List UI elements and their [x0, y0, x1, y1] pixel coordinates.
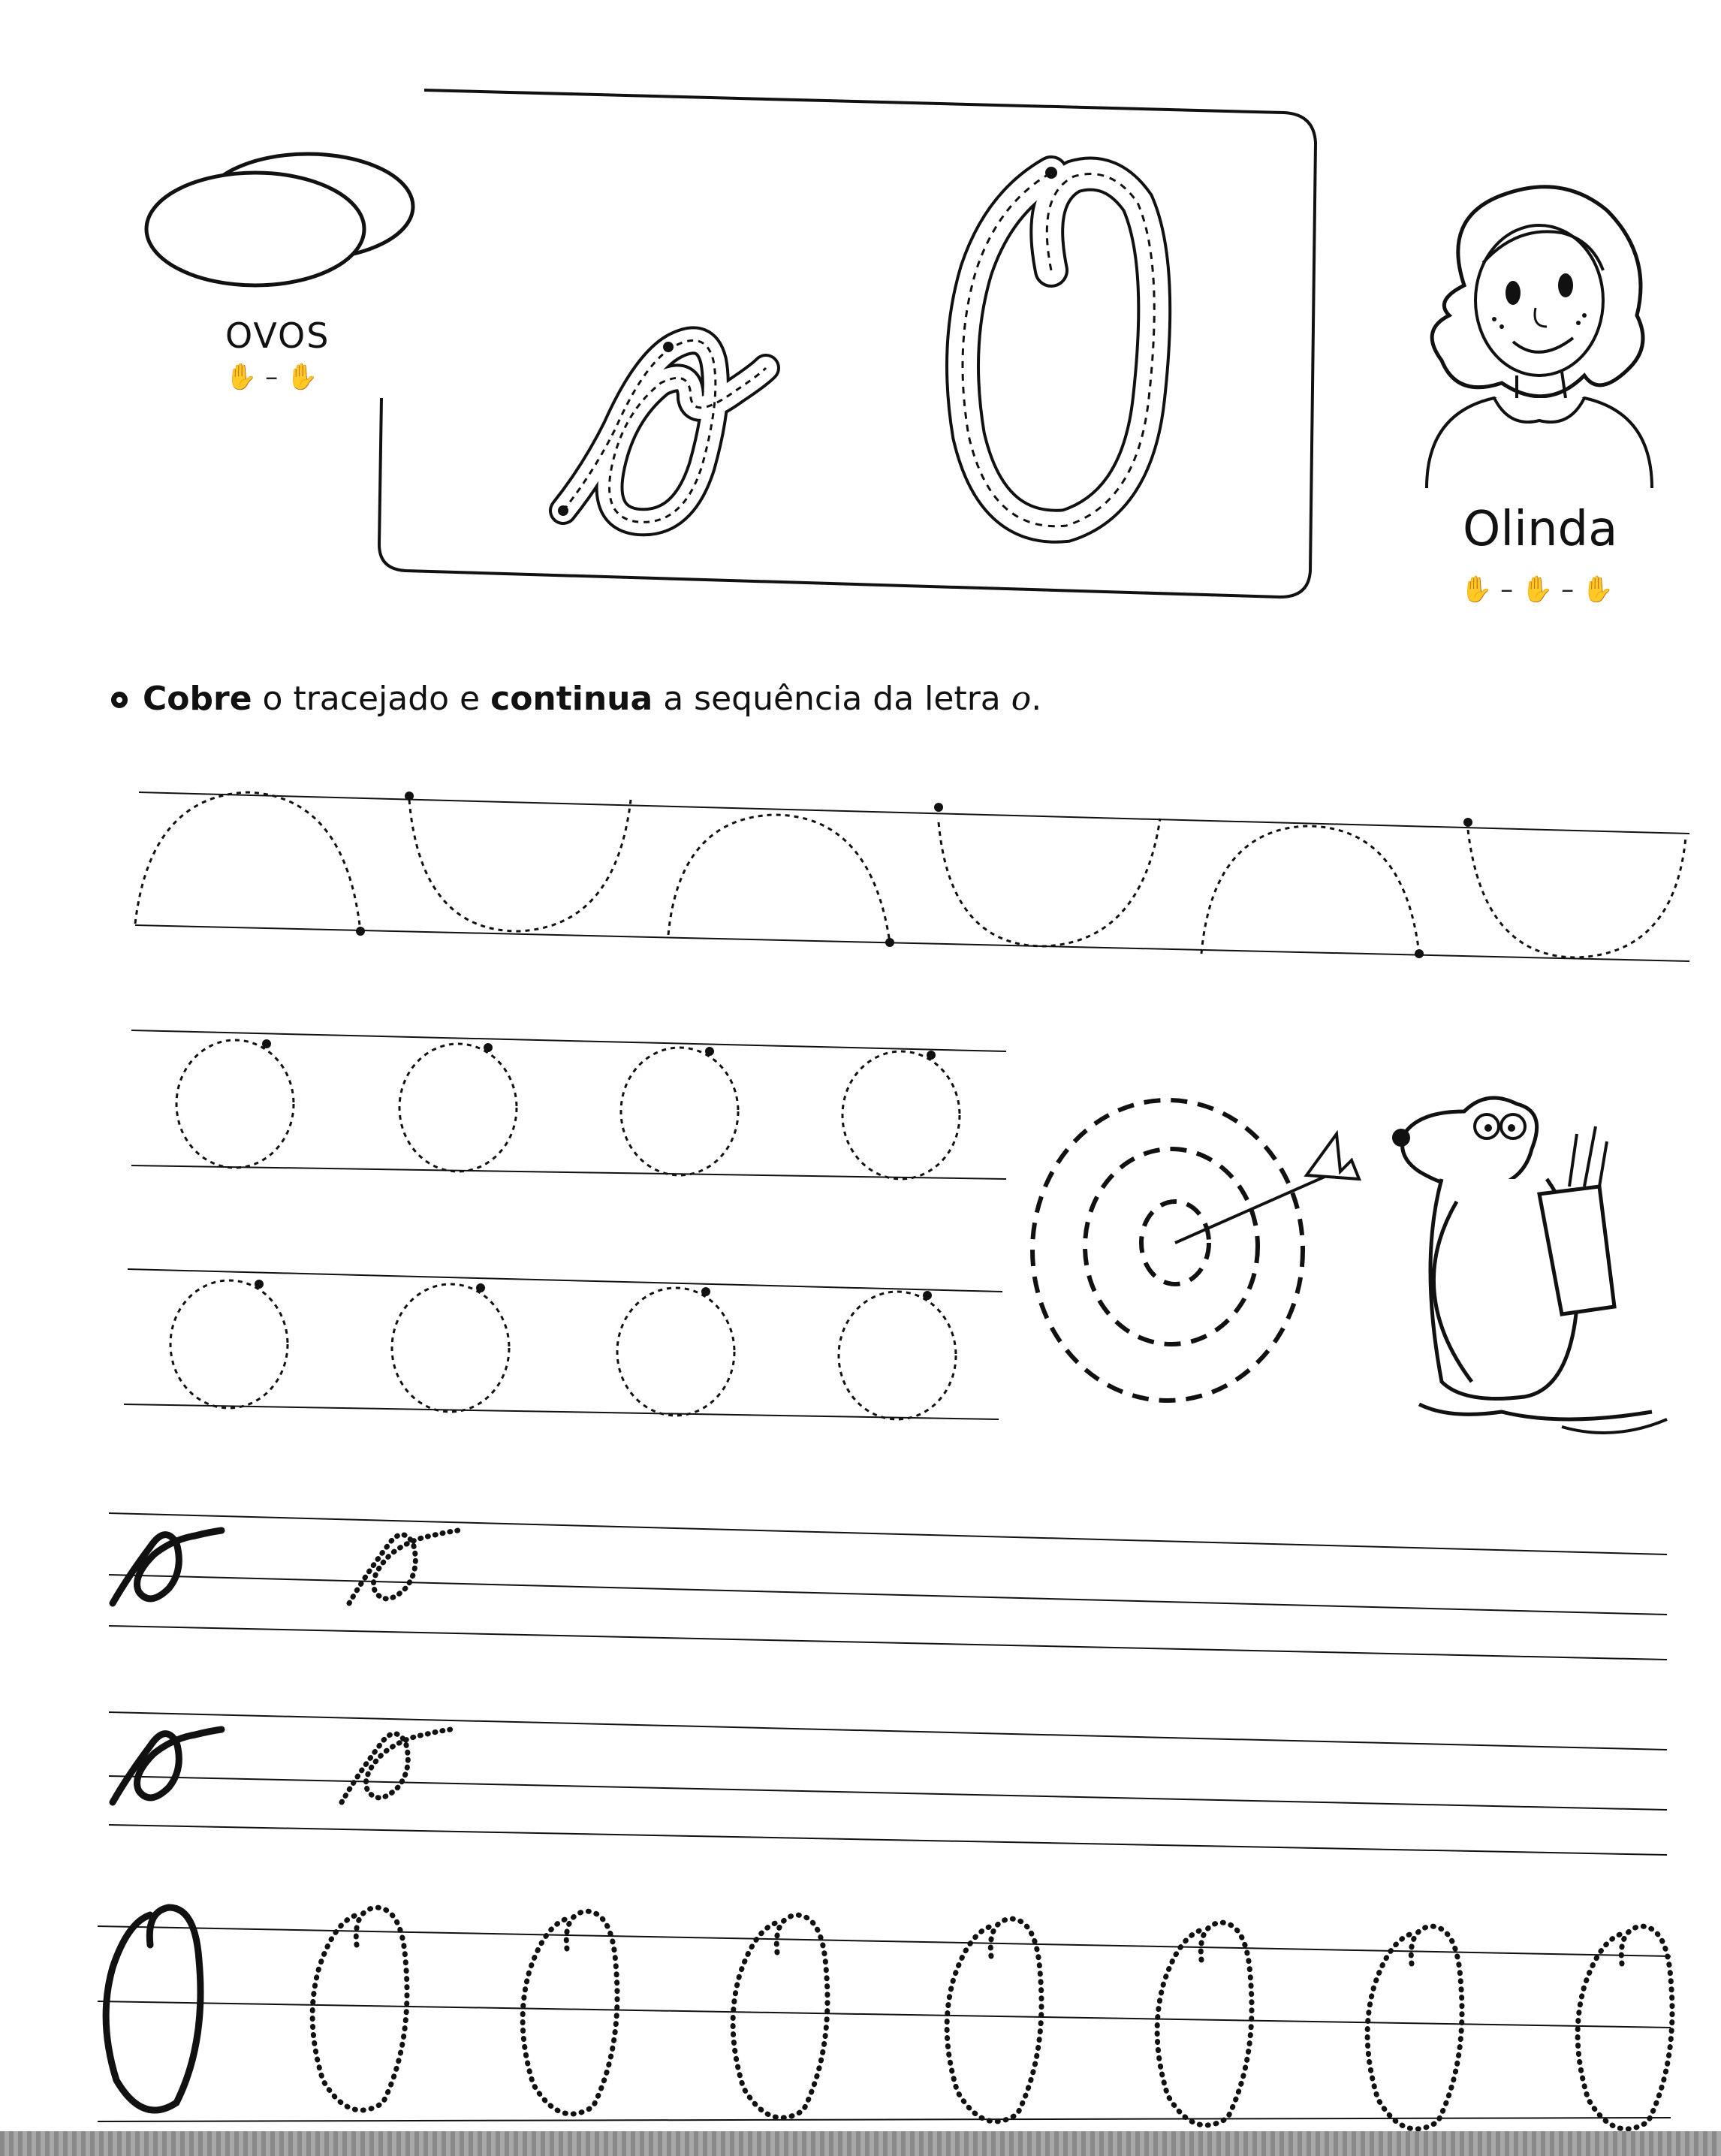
instruction-letter: o: [1011, 680, 1032, 718]
lowercase-practice: [0, 1502, 1721, 1862]
target-illustration: [1021, 1089, 1367, 1412]
instruction: [111, 680, 1041, 718]
footer-strip: [0, 2131, 1721, 2156]
word-label: OVOS: [225, 315, 330, 356]
circles-practice: [0, 1021, 1021, 1442]
bullet-icon: [111, 692, 128, 708]
girl-portrait: [1412, 173, 1659, 488]
instruction-verb-cover: Cobre: [143, 680, 252, 718]
instruction-verb-continue: continua: [490, 680, 653, 718]
instruction-text-1: o tracejado e: [252, 680, 491, 718]
word-syllable-claps: ✋ – ✋: [225, 362, 318, 392]
capital-o-model: [924, 150, 1179, 541]
arches-row: [0, 781, 1721, 976]
name-label: Olinda: [1463, 502, 1618, 557]
name-syllable-claps: ✋ – ✋ – ✋: [1460, 574, 1614, 605]
cursive-o-model: [541, 315, 781, 541]
instruction-end: .: [1031, 680, 1042, 718]
uppercase-practice: [0, 1892, 1721, 2133]
instruction-text-2: a sequência da letra: [653, 680, 1011, 718]
mouse-archer-illustration: [1374, 1066, 1674, 1457]
